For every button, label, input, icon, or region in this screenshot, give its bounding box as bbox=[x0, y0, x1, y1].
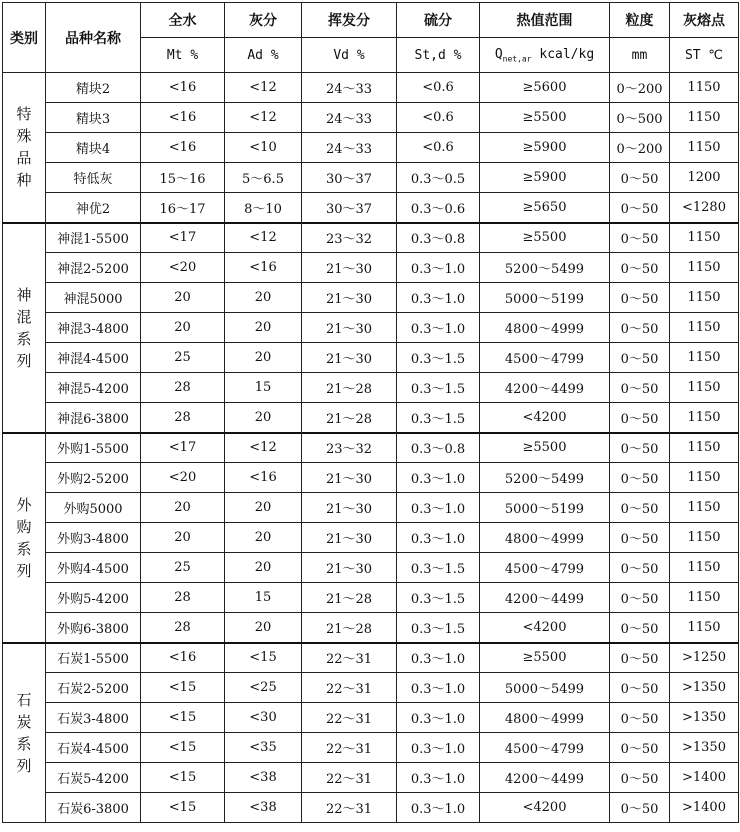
cell-st: 0.3～1.5 bbox=[397, 373, 480, 403]
cell-mt: 20 bbox=[141, 523, 225, 553]
cell-st: 0.3～1.0 bbox=[397, 643, 480, 673]
cell-size: 0～50 bbox=[610, 613, 670, 643]
cell-q: 4500～4799 bbox=[480, 343, 610, 373]
cell-vd: 30～37 bbox=[302, 163, 397, 193]
cell-q: 5200～5499 bbox=[480, 463, 610, 493]
cell-ad: <35 bbox=[225, 733, 302, 763]
cell-q: ≥5500 bbox=[480, 103, 610, 133]
cell-ash-melt: 1150 bbox=[670, 133, 739, 163]
cell-st: 0.3～1.5 bbox=[397, 403, 480, 433]
cell-vd: 21～30 bbox=[302, 283, 397, 313]
cell-ad: <12 bbox=[225, 433, 302, 463]
cell-vd: 21～30 bbox=[302, 253, 397, 283]
unit-q-rest: kcal/kg bbox=[531, 46, 595, 62]
table-row bbox=[3, 433, 739, 463]
cell-q: 4200～4499 bbox=[480, 763, 610, 793]
product-name-cell: 外购5-4200 bbox=[46, 583, 141, 613]
cell-mt: 16～17 bbox=[141, 193, 225, 223]
cell-size: 0～50 bbox=[610, 253, 670, 283]
cell-ad: <38 bbox=[225, 763, 302, 793]
cell-ash-melt: 1150 bbox=[670, 613, 739, 643]
cell-size: 0～200 bbox=[610, 133, 670, 163]
cell-vd: 21～28 bbox=[302, 373, 397, 403]
cell-size: 0～50 bbox=[610, 313, 670, 343]
header-ad: 灰分 bbox=[225, 3, 302, 38]
table-row bbox=[3, 793, 739, 823]
cell-ad: 20 bbox=[225, 283, 302, 313]
cell-ad: 20 bbox=[225, 343, 302, 373]
cell-q: ≥5500 bbox=[480, 433, 610, 463]
cell-mt: <16 bbox=[141, 73, 225, 103]
cell-vd: 21～30 bbox=[302, 553, 397, 583]
cell-size: 0～200 bbox=[610, 73, 670, 103]
product-name-cell: 石炭1-5500 bbox=[46, 643, 141, 673]
table-row bbox=[3, 313, 739, 343]
cell-ad: 15 bbox=[225, 373, 302, 403]
table-header bbox=[3, 3, 739, 73]
product-name-cell: 外购6-3800 bbox=[46, 613, 141, 643]
cell-mt: <20 bbox=[141, 463, 225, 493]
cell-size: 0～50 bbox=[610, 163, 670, 193]
cell-ad: <25 bbox=[225, 673, 302, 703]
unit-mt: Mt % bbox=[141, 38, 225, 73]
category-char: 品 bbox=[16, 149, 32, 168]
header-ash-melt: 灰熔点 bbox=[670, 3, 739, 38]
table-row bbox=[3, 643, 739, 673]
product-name-cell: 石炭2-5200 bbox=[46, 673, 141, 703]
table-row bbox=[3, 553, 739, 583]
cell-size: 0～50 bbox=[610, 463, 670, 493]
cell-vd: 22～31 bbox=[302, 793, 397, 823]
cell-ash-melt: >1350 bbox=[670, 673, 739, 703]
product-name-cell: 精块4 bbox=[46, 133, 141, 163]
cell-ad: 20 bbox=[225, 403, 302, 433]
cell-ash-melt: >1350 bbox=[670, 733, 739, 763]
cell-st: 0.3～1.0 bbox=[397, 763, 480, 793]
cell-vd: 22～31 bbox=[302, 703, 397, 733]
cell-ash-melt: >1250 bbox=[670, 643, 739, 673]
cell-mt: <17 bbox=[141, 223, 225, 253]
cell-size: 0～50 bbox=[610, 583, 670, 613]
unit-q bbox=[480, 38, 610, 73]
cell-size: 0～50 bbox=[610, 733, 670, 763]
cell-vd: 21～30 bbox=[302, 523, 397, 553]
cell-ad: 15 bbox=[225, 583, 302, 613]
cell-vd: 22～31 bbox=[302, 763, 397, 793]
cell-size: 0～50 bbox=[610, 673, 670, 703]
header-name: 品种名称 bbox=[46, 3, 141, 73]
cell-size: 0～50 bbox=[610, 763, 670, 793]
cell-vd: 21～28 bbox=[302, 583, 397, 613]
table-row bbox=[3, 583, 739, 613]
product-name-cell: 精块3 bbox=[46, 103, 141, 133]
product-name-cell: 石炭3-4800 bbox=[46, 703, 141, 733]
header-row-titles bbox=[3, 3, 739, 38]
cell-ad: <30 bbox=[225, 703, 302, 733]
cell-ash-melt: 1150 bbox=[670, 373, 739, 403]
header-q: 热值范围 bbox=[480, 3, 610, 38]
unit-st: St,d % bbox=[397, 38, 480, 73]
cell-size: 0～50 bbox=[610, 283, 670, 313]
cell-mt: <16 bbox=[141, 133, 225, 163]
cell-q: <4200 bbox=[480, 403, 610, 433]
cell-ash-melt: 1150 bbox=[670, 253, 739, 283]
cell-mt: 28 bbox=[141, 403, 225, 433]
unit-q-symbol: Q bbox=[494, 46, 503, 62]
product-name-cell: 外购3-4800 bbox=[46, 523, 141, 553]
cell-vd: 21～28 bbox=[302, 613, 397, 643]
unit-ad: Ad % bbox=[225, 38, 302, 73]
cell-vd: 24～33 bbox=[302, 133, 397, 163]
cell-st: <0.6 bbox=[397, 133, 480, 163]
cell-vd: 21～30 bbox=[302, 313, 397, 343]
cell-ad: <16 bbox=[225, 463, 302, 493]
cell-q: 4500～4799 bbox=[480, 553, 610, 583]
cell-size: 0～50 bbox=[610, 343, 670, 373]
table-row bbox=[3, 523, 739, 553]
cell-q: 5000～5199 bbox=[480, 493, 610, 523]
table-row bbox=[3, 373, 739, 403]
product-name-cell: 外购1-5500 bbox=[46, 433, 141, 463]
cell-ash-melt: 1150 bbox=[670, 553, 739, 583]
table-row bbox=[3, 763, 739, 793]
cell-ad: <12 bbox=[225, 73, 302, 103]
category-cell bbox=[3, 223, 46, 433]
cell-ad: 20 bbox=[225, 523, 302, 553]
header-mt: 全水 bbox=[141, 3, 225, 38]
cell-q: 5200～5499 bbox=[480, 253, 610, 283]
cell-ash-melt: 1150 bbox=[670, 103, 739, 133]
product-name-cell: 神混1-5500 bbox=[46, 223, 141, 253]
header-st: 硫分 bbox=[397, 3, 480, 38]
cell-mt: 25 bbox=[141, 343, 225, 373]
cell-mt: 28 bbox=[141, 373, 225, 403]
cell-q: 4800～4999 bbox=[480, 313, 610, 343]
cell-mt: <17 bbox=[141, 433, 225, 463]
category-char: 列 bbox=[16, 351, 32, 370]
category-char: 购 bbox=[16, 517, 32, 536]
cell-mt: <15 bbox=[141, 673, 225, 703]
cell-st: 0.3～0.5 bbox=[397, 163, 480, 193]
cell-vd: 21～28 bbox=[302, 403, 397, 433]
table-row bbox=[3, 193, 739, 223]
cell-ash-melt: 1150 bbox=[670, 463, 739, 493]
header-vd: 挥发分 bbox=[302, 3, 397, 38]
product-name-cell: 神混6-3800 bbox=[46, 403, 141, 433]
table-row bbox=[3, 163, 739, 193]
product-name-cell: 神混2-5200 bbox=[46, 253, 141, 283]
cell-ash-melt: 1200 bbox=[670, 163, 739, 193]
category-char: 种 bbox=[16, 171, 32, 190]
table-row bbox=[3, 703, 739, 733]
category-char: 外 bbox=[16, 495, 32, 514]
cell-vd: 21～30 bbox=[302, 493, 397, 523]
unit-ash-melt: ST ℃ bbox=[670, 38, 739, 73]
cell-st: 0.3～1.5 bbox=[397, 583, 480, 613]
category-char: 混 bbox=[16, 307, 32, 326]
product-name-cell: 神混3-4800 bbox=[46, 313, 141, 343]
cell-ad: 8～10 bbox=[225, 193, 302, 223]
cell-ash-melt: 1150 bbox=[670, 403, 739, 433]
cell-st: 0.3～1.0 bbox=[397, 253, 480, 283]
unit-q-subscript: net,ar bbox=[502, 54, 532, 64]
cell-q: 4800～4999 bbox=[480, 703, 610, 733]
table-row bbox=[3, 493, 739, 523]
cell-size: 0～50 bbox=[610, 373, 670, 403]
header-size: 粒度 bbox=[610, 3, 670, 38]
cell-ash-melt: 1150 bbox=[670, 433, 739, 463]
cell-mt: 15～16 bbox=[141, 163, 225, 193]
cell-vd: 24～33 bbox=[302, 103, 397, 133]
product-name-cell: 外购4-4500 bbox=[46, 553, 141, 583]
cell-st: <0.6 bbox=[397, 73, 480, 103]
cell-ad: <12 bbox=[225, 223, 302, 253]
cell-mt: <15 bbox=[141, 763, 225, 793]
cell-ash-melt: 1150 bbox=[670, 73, 739, 103]
cell-mt: <16 bbox=[141, 103, 225, 133]
category-char: 列 bbox=[16, 756, 32, 775]
cell-mt: <15 bbox=[141, 793, 225, 823]
cell-q: 4500～4799 bbox=[480, 733, 610, 763]
product-name-cell: 神混5-4200 bbox=[46, 373, 141, 403]
cell-ash-melt: 1150 bbox=[670, 283, 739, 313]
cell-ad: <10 bbox=[225, 133, 302, 163]
cell-st: 0.3～0.8 bbox=[397, 433, 480, 463]
table-row bbox=[3, 223, 739, 253]
cell-size: 0～50 bbox=[610, 703, 670, 733]
cell-q: <4200 bbox=[480, 613, 610, 643]
category-char: 特 bbox=[16, 105, 32, 124]
table-row bbox=[3, 103, 739, 133]
cell-ash-melt: 1150 bbox=[670, 343, 739, 373]
cell-ad: 20 bbox=[225, 613, 302, 643]
cell-size: 0～500 bbox=[610, 103, 670, 133]
product-name-cell: 神混5000 bbox=[46, 283, 141, 313]
cell-ash-melt: 1150 bbox=[670, 223, 739, 253]
cell-size: 0～50 bbox=[610, 793, 670, 823]
cell-vd: 22～31 bbox=[302, 643, 397, 673]
cell-ash-melt: 1150 bbox=[670, 583, 739, 613]
cell-st: 0.3～1.0 bbox=[397, 463, 480, 493]
cell-mt: <15 bbox=[141, 703, 225, 733]
cell-ad: 5～6.5 bbox=[225, 163, 302, 193]
cell-st: 0.3～1.0 bbox=[397, 733, 480, 763]
product-name-cell: 石炭6-3800 bbox=[46, 793, 141, 823]
table-row bbox=[3, 463, 739, 493]
category-char: 炭 bbox=[16, 712, 32, 731]
cell-mt: <15 bbox=[141, 733, 225, 763]
cell-q: 4200～4499 bbox=[480, 583, 610, 613]
cell-size: 0～50 bbox=[610, 643, 670, 673]
product-name-cell: 精块2 bbox=[46, 73, 141, 103]
category-cell bbox=[3, 73, 46, 223]
category-cell bbox=[3, 433, 46, 643]
cell-ash-melt: 1150 bbox=[670, 523, 739, 553]
cell-ad: 20 bbox=[225, 553, 302, 583]
table-body bbox=[3, 73, 739, 823]
cell-mt: 20 bbox=[141, 493, 225, 523]
cell-size: 0～50 bbox=[610, 493, 670, 523]
cell-vd: 22～31 bbox=[302, 673, 397, 703]
table-row bbox=[3, 403, 739, 433]
cell-mt: 20 bbox=[141, 313, 225, 343]
cell-ad: <38 bbox=[225, 793, 302, 823]
cell-vd: 23～32 bbox=[302, 433, 397, 463]
cell-mt: 20 bbox=[141, 283, 225, 313]
cell-st: 0.3～1.0 bbox=[397, 703, 480, 733]
cell-mt: 28 bbox=[141, 613, 225, 643]
cell-ash-melt: <1280 bbox=[670, 193, 739, 223]
cell-vd: 22～31 bbox=[302, 733, 397, 763]
cell-ash-melt: >1350 bbox=[670, 703, 739, 733]
cell-st: 0.3～1.5 bbox=[397, 553, 480, 583]
cell-ash-melt: >1400 bbox=[670, 793, 739, 823]
table-row bbox=[3, 613, 739, 643]
category-char: 系 bbox=[16, 539, 32, 558]
cell-st: 0.3～0.6 bbox=[397, 193, 480, 223]
table-row bbox=[3, 133, 739, 163]
cell-st: 0.3～1.0 bbox=[397, 673, 480, 703]
cell-q: 5000～5499 bbox=[480, 673, 610, 703]
category-char: 殊 bbox=[16, 127, 32, 146]
category-char: 系 bbox=[16, 329, 32, 348]
cell-q: <4200 bbox=[480, 793, 610, 823]
category-char: 列 bbox=[16, 561, 32, 580]
category-char: 神 bbox=[16, 285, 32, 304]
cell-ad: 20 bbox=[225, 493, 302, 523]
cell-vd: 21～30 bbox=[302, 343, 397, 373]
table-row bbox=[3, 283, 739, 313]
product-name-cell: 神优2 bbox=[46, 193, 141, 223]
cell-q: ≥5500 bbox=[480, 643, 610, 673]
header-category: 类别 bbox=[3, 3, 46, 73]
cell-vd: 23～32 bbox=[302, 223, 397, 253]
cell-q: ≥5900 bbox=[480, 163, 610, 193]
cell-vd: 24～33 bbox=[302, 73, 397, 103]
unit-vd: Vd % bbox=[302, 38, 397, 73]
cell-ad: <16 bbox=[225, 253, 302, 283]
cell-st: 0.3～1.0 bbox=[397, 793, 480, 823]
coal-spec-table bbox=[2, 2, 739, 823]
cell-ad: 20 bbox=[225, 313, 302, 343]
cell-st: 0.3～1.5 bbox=[397, 613, 480, 643]
product-name-cell: 石炭4-4500 bbox=[46, 733, 141, 763]
cell-ad: <15 bbox=[225, 643, 302, 673]
cell-size: 0～50 bbox=[610, 433, 670, 463]
cell-size: 0～50 bbox=[610, 553, 670, 583]
cell-q: ≥5600 bbox=[480, 73, 610, 103]
product-name-cell: 石炭5-4200 bbox=[46, 763, 141, 793]
cell-st: 0.3～0.8 bbox=[397, 223, 480, 253]
category-cell bbox=[3, 643, 46, 823]
table-row bbox=[3, 343, 739, 373]
cell-st: 0.3～1.0 bbox=[397, 313, 480, 343]
product-name-cell: 神混4-4500 bbox=[46, 343, 141, 373]
cell-size: 0～50 bbox=[610, 193, 670, 223]
table-row bbox=[3, 253, 739, 283]
table-row bbox=[3, 73, 739, 103]
cell-st: 0.3～1.0 bbox=[397, 283, 480, 313]
cell-st: <0.6 bbox=[397, 103, 480, 133]
cell-q: 4800～4999 bbox=[480, 523, 610, 553]
cell-mt: 28 bbox=[141, 583, 225, 613]
category-char: 系 bbox=[16, 734, 32, 753]
product-name-cell: 特低灰 bbox=[46, 163, 141, 193]
cell-mt: 25 bbox=[141, 553, 225, 583]
cell-size: 0～50 bbox=[610, 223, 670, 253]
product-name-cell: 外购2-5200 bbox=[46, 463, 141, 493]
cell-ash-melt: 1150 bbox=[670, 313, 739, 343]
cell-ash-melt: >1400 bbox=[670, 763, 739, 793]
table-row bbox=[3, 673, 739, 703]
product-name-cell: 外购5000 bbox=[46, 493, 141, 523]
cell-q: ≥5900 bbox=[480, 133, 610, 163]
cell-q: 4200～4499 bbox=[480, 373, 610, 403]
cell-st: 0.3～1.0 bbox=[397, 493, 480, 523]
cell-q: ≥5500 bbox=[480, 223, 610, 253]
cell-size: 0～50 bbox=[610, 523, 670, 553]
cell-mt: <20 bbox=[141, 253, 225, 283]
cell-st: 0.3～1.0 bbox=[397, 523, 480, 553]
cell-vd: 30～37 bbox=[302, 193, 397, 223]
cell-q: 5000～5199 bbox=[480, 283, 610, 313]
cell-ash-melt: 1150 bbox=[670, 493, 739, 523]
table-row bbox=[3, 733, 739, 763]
cell-size: 0～50 bbox=[610, 403, 670, 433]
cell-ad: <12 bbox=[225, 103, 302, 133]
cell-st: 0.3～1.5 bbox=[397, 343, 480, 373]
cell-vd: 21～30 bbox=[302, 463, 397, 493]
category-char: 石 bbox=[16, 690, 32, 709]
unit-size: mm bbox=[610, 38, 670, 73]
cell-mt: <16 bbox=[141, 643, 225, 673]
cell-q: ≥5650 bbox=[480, 193, 610, 223]
